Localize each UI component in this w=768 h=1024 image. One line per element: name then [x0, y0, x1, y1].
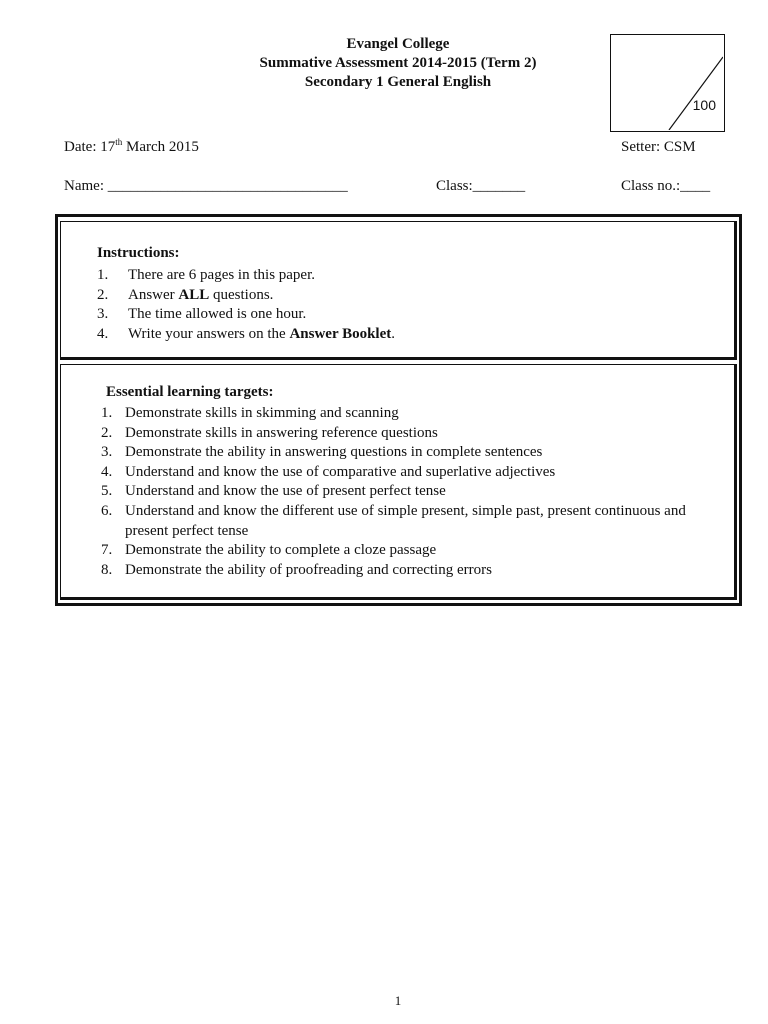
- instruction-item: [97, 325, 395, 345]
- learning-target-text: Demonstrate skills in answering reference questions: [125, 424, 438, 441]
- learning-target-text: Understand and know the different use of simple present, simple past, present continuous and present perfect tense: [125, 502, 686, 539]
- learning-target-item: [101, 482, 691, 502]
- learning-targets-list: [101, 404, 691, 580]
- item-number: 1.: [101, 405, 113, 421]
- instruction-emphasis: ALL: [178, 286, 210, 303]
- exam-date: [64, 138, 199, 156]
- instruction-item: [97, 266, 395, 286]
- score-diagonal-line: [611, 35, 723, 130]
- class-number-field[interactable]: Class no.:____: [621, 178, 711, 194]
- item-number: 3.: [101, 444, 113, 461]
- class-field[interactable]: Class:_______: [436, 178, 526, 194]
- instructions-list: [97, 266, 395, 344]
- item-number: 2.: [101, 424, 113, 441]
- item-number: 4.: [101, 463, 113, 480]
- assessment-title: Summative Assessment 2014-2015 (Term 2): [259, 55, 537, 71]
- instruction-text: Write your answers on the: [128, 325, 290, 342]
- learning-targets-title: Essential learning targets:: [106, 384, 274, 400]
- learning-target-item: [101, 424, 691, 444]
- item-number: 2.: [97, 286, 109, 303]
- learning-targets-panel: [60, 364, 737, 600]
- instructions-title: Instructions:: [97, 245, 180, 261]
- name-field[interactable]: Name: ________________________________: [64, 178, 348, 194]
- school-name: Evangel College: [346, 36, 450, 52]
- item-number: 6.: [101, 502, 113, 519]
- learning-target-item: [101, 561, 691, 581]
- page-number: 1: [394, 993, 402, 1008]
- learning-target-item: [101, 443, 691, 463]
- score-total: 100: [692, 97, 716, 113]
- learning-target-item: [101, 502, 691, 541]
- learning-target-text: Demonstrate the ability of proofreading and correcting errors: [125, 561, 492, 578]
- setter: Setter: CSM: [621, 139, 696, 155]
- learning-target-item: [101, 404, 691, 424]
- instruction-text: Answer: [128, 286, 179, 303]
- subject-title: Secondary 1 General English: [304, 74, 492, 90]
- instructions-panel: [60, 221, 737, 360]
- learning-target-text: Demonstrate skills in skimming and scanning: [125, 405, 399, 421]
- instruction-item: [97, 286, 395, 306]
- item-number: 7.: [101, 542, 113, 559]
- date-prefix: Date: 17: [64, 139, 116, 155]
- item-number: 5.: [101, 483, 113, 500]
- item-number: 4.: [97, 325, 109, 342]
- date-suffix: March 2015: [122, 139, 199, 155]
- instruction-text-end: questions.: [209, 286, 274, 303]
- instruction-text: There are 6 pages in this paper.: [128, 267, 316, 283]
- learning-target-item: [101, 541, 691, 561]
- instructions-frame: [55, 214, 742, 606]
- item-number: 8.: [101, 561, 113, 578]
- item-number: 3.: [97, 306, 109, 323]
- item-number: 1.: [97, 267, 109, 283]
- learning-target-text: Demonstrate the ability to complete a cloze passage: [125, 542, 437, 559]
- instruction-item: [97, 305, 395, 325]
- learning-target-item: [101, 463, 691, 483]
- instruction-text-end: .: [391, 325, 395, 342]
- score-box: [610, 34, 725, 132]
- learning-target-text: Demonstrate the ability in answering questions in complete sentences: [125, 444, 543, 461]
- learning-target-text: Understand and know the use of present perfect tense: [125, 483, 446, 500]
- learning-target-text: Understand and know the use of comparative and superlative adjectives: [125, 463, 556, 480]
- instruction-text: The time allowed is one hour.: [128, 306, 307, 323]
- date-ordinal: th: [115, 137, 123, 147]
- instruction-emphasis: Answer Booklet: [289, 325, 392, 342]
